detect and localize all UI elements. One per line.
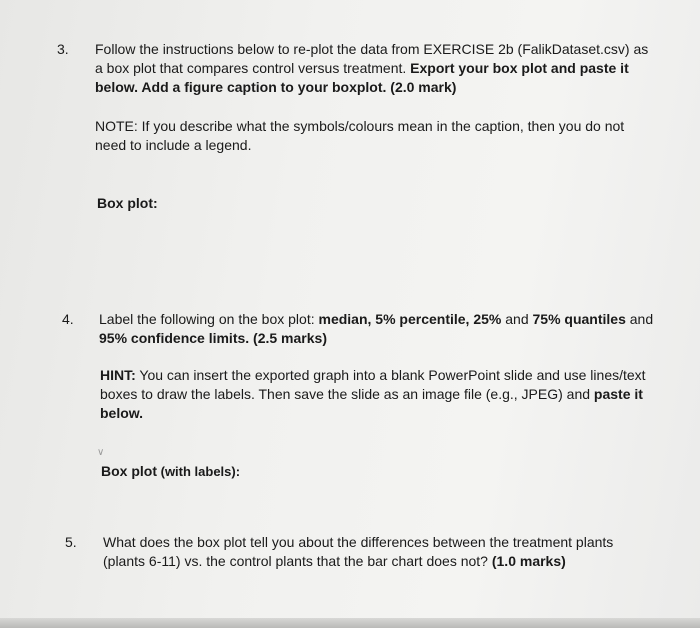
question-3-number: 3.: [57, 41, 69, 57]
question-4-hint-body: You can insert the exported graph into a blank PowerPoint slide and use lines/text boxes to draw the labels. Then save the slide as an image file (e.g., JPEG) and: [100, 367, 646, 402]
page-bottom-edge: [0, 618, 700, 628]
question-3-export-instruction: Export your box plot and paste it below. Add a figure caption to your boxplot. (2.0 mark): [95, 60, 629, 95]
question-3-note: NOTE: If you describe what the symbols/colours mean in the caption, then you do not need to include a legend.: [95, 118, 625, 153]
question-4-hint: [100, 366, 660, 423]
question-3-instruction: Follow the instructions below to re-plot the data from EXERCISE 2b (FalikDataset.csv) as a box plot that compares control versus treatment.: [95, 41, 649, 76]
question-4-term-confidence: 95% confidence limits. (2.5 marks): [99, 330, 327, 346]
question-5-text: [103, 533, 643, 571]
question-3-answer-area: [97, 194, 397, 213]
question-4-answer-label-bold: Box plot: [101, 463, 157, 479]
question-4-text: [99, 310, 659, 348]
question-5-number: 5.: [65, 534, 77, 550]
question-5-marks: (1.0 marks): [491, 553, 566, 569]
question-3-answer-label: Box plot:: [97, 195, 158, 211]
question-4-and-2: and: [625, 311, 654, 327]
question-3-text: [95, 40, 655, 97]
question-4-and-1: and: [501, 311, 533, 327]
question-4-term-quantiles: 75% quantiles: [532, 311, 626, 327]
question-4-term-median: median, 5% percentile, 25%: [318, 311, 502, 327]
stray-mark: ∨: [97, 447, 105, 458]
question-4-instruction: Label the following on the box plot:: [99, 311, 319, 327]
question-5-instruction: What does the box plot tell you about the differences between the treatment plants (plants 6-11) vs. the control plants that the bar chart does not?: [103, 534, 614, 569]
question-4-answer-area: [101, 462, 401, 481]
question-4-hint-label: HINT:: [100, 367, 136, 383]
question-4-hint-paste: paste it below.: [100, 386, 643, 421]
question-4-answer-label-rest: (with labels):: [157, 464, 241, 479]
question-4-number: 4.: [62, 311, 74, 327]
